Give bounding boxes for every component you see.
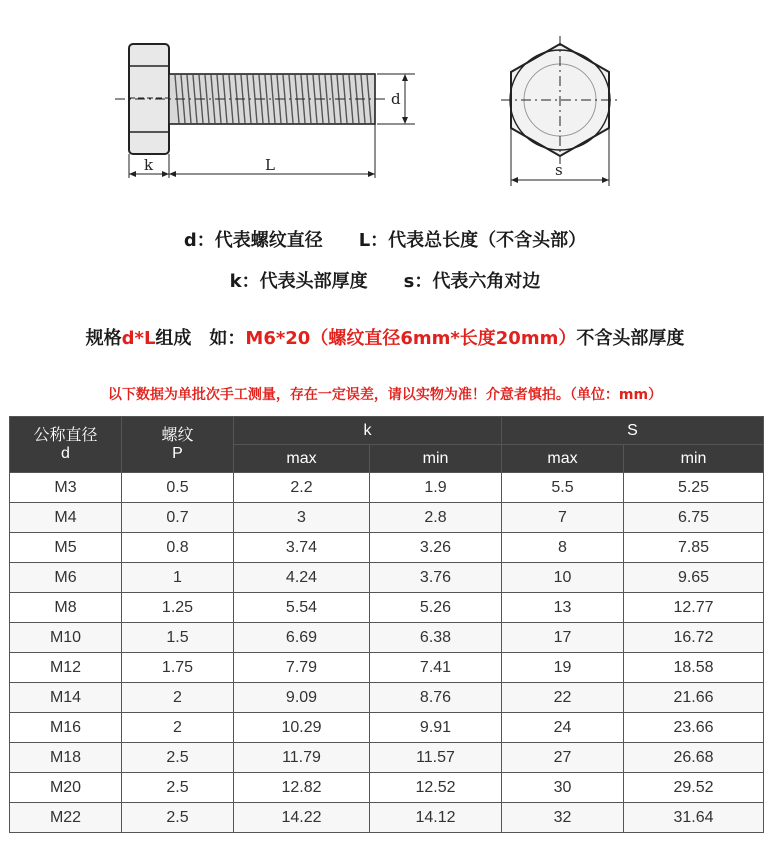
cell-pitch: 1	[122, 563, 234, 593]
header-k: k	[234, 417, 502, 445]
cell-s-max: 7	[502, 503, 624, 533]
cell-k-max: 10.29	[234, 713, 370, 743]
cell-diameter: M12	[10, 653, 122, 683]
diameter-label: d	[391, 90, 401, 108]
bolt-side-view-diagram	[115, 28, 415, 188]
header-k-max: max	[234, 445, 370, 473]
cell-k-min: 8.76	[370, 683, 502, 713]
cell-s-min: 23.66	[624, 713, 764, 743]
cell-diameter: M16	[10, 713, 122, 743]
cell-diameter: M18	[10, 743, 122, 773]
cell-s-min: 18.58	[624, 653, 764, 683]
legend-row-2	[0, 267, 770, 293]
header-s-min: min	[624, 445, 764, 473]
cell-pitch: 1.25	[122, 593, 234, 623]
cell-s-min: 6.75	[624, 503, 764, 533]
table-row	[10, 773, 764, 803]
cell-diameter: M6	[10, 563, 122, 593]
cell-k-min: 11.57	[370, 743, 502, 773]
cell-s-max: 10	[502, 563, 624, 593]
header-nominal-diameter	[10, 417, 122, 473]
cell-k-min: 3.76	[370, 563, 502, 593]
cell-s-min: 12.77	[624, 593, 764, 623]
cell-k-min: 1.9	[370, 473, 502, 503]
cell-pitch: 0.8	[122, 533, 234, 563]
cell-s-max: 30	[502, 773, 624, 803]
cell-s-min: 5.25	[624, 473, 764, 503]
table-row	[10, 743, 764, 773]
cell-s-max: 24	[502, 713, 624, 743]
table-row	[10, 653, 764, 683]
legend-row-1	[0, 226, 770, 252]
spec-prefix: 规格	[85, 328, 122, 349]
bolt-head-top-view-diagram	[495, 28, 625, 188]
cell-s-max: 8	[502, 533, 624, 563]
cell-s-min: 31.64	[624, 803, 764, 833]
cell-diameter: M8	[10, 593, 122, 623]
header-nominal-diameter-line2: d	[61, 444, 70, 462]
table-row	[10, 623, 764, 653]
cell-s-max: 19	[502, 653, 624, 683]
cell-k-max: 4.24	[234, 563, 370, 593]
table-row	[10, 803, 764, 833]
cell-s-max: 17	[502, 623, 624, 653]
cell-diameter: M14	[10, 683, 122, 713]
cell-s-min: 21.66	[624, 683, 764, 713]
cell-k-max: 9.09	[234, 683, 370, 713]
cell-diameter: M22	[10, 803, 122, 833]
cell-diameter: M20	[10, 773, 122, 803]
cell-k-min: 7.41	[370, 653, 502, 683]
header-pitch	[122, 417, 234, 473]
cell-diameter: M4	[10, 503, 122, 533]
legend-length: L：代表总长度（不含头部）	[358, 230, 587, 251]
cell-k-min: 3.26	[370, 533, 502, 563]
cell-diameter: M10	[10, 623, 122, 653]
cell-pitch: 0.7	[122, 503, 234, 533]
cell-k-max: 12.82	[234, 773, 370, 803]
spec-formula: d*L	[121, 328, 156, 349]
table-row	[10, 533, 764, 563]
cell-s-min: 9.65	[624, 563, 764, 593]
table-row	[10, 593, 764, 623]
table-row	[10, 563, 764, 593]
cell-k-max: 6.69	[234, 623, 370, 653]
table-body	[10, 473, 764, 833]
header-nominal-diameter-line1: 公称直径	[33, 426, 98, 444]
cell-pitch: 1.75	[122, 653, 234, 683]
header-pitch-line1: 螺纹	[161, 426, 194, 444]
cell-s-max: 22	[502, 683, 624, 713]
cell-s-max: 13	[502, 593, 624, 623]
table-row	[10, 473, 764, 503]
head-thickness-label: k	[144, 156, 154, 174]
cell-k-min: 6.38	[370, 623, 502, 653]
cell-k-min: 2.8	[370, 503, 502, 533]
cell-pitch: 2.5	[122, 803, 234, 833]
cell-s-max: 5.5	[502, 473, 624, 503]
measurement-notice: 以下数据为单批次手工测量，存在一定误差，请以实物为准！介意者慎拍。（单位：mm）	[107, 387, 663, 403]
cell-s-min: 16.72	[624, 623, 764, 653]
cell-k-max: 5.54	[234, 593, 370, 623]
spec-middle: 组成 如：	[155, 328, 246, 349]
across-flats-label: s	[555, 161, 563, 179]
cell-pitch: 1.5	[122, 623, 234, 653]
cell-k-max: 11.79	[234, 743, 370, 773]
table-row	[10, 683, 764, 713]
cell-s-max: 32	[502, 803, 624, 833]
cell-k-max: 2.2	[234, 473, 370, 503]
dimension-table	[9, 416, 764, 833]
cell-diameter: M5	[10, 533, 122, 563]
legend-diameter: d：代表螺纹直径	[183, 230, 323, 251]
cell-s-min: 26.68	[624, 743, 764, 773]
cell-k-min: 12.52	[370, 773, 502, 803]
cell-pitch: 0.5	[122, 473, 234, 503]
cell-k-max: 7.79	[234, 653, 370, 683]
cell-k-max: 14.22	[234, 803, 370, 833]
length-label: L	[265, 156, 275, 174]
cell-pitch: 2	[122, 683, 234, 713]
legend-head-thickness: k：代表头部厚度	[229, 271, 368, 292]
specification-example	[0, 324, 770, 350]
cell-diameter: M3	[10, 473, 122, 503]
header-pitch-line2: P	[172, 444, 183, 462]
spec-example: M6*20（螺纹直径6mm*长度20mm）	[245, 328, 577, 349]
spec-suffix: 不含头部厚度	[576, 328, 685, 349]
cell-k-max: 3	[234, 503, 370, 533]
legend-across-flats: s：代表六角对边	[403, 271, 541, 292]
cell-k-min: 14.12	[370, 803, 502, 833]
header-s-max: max	[502, 445, 624, 473]
header-s: S	[502, 417, 764, 445]
cell-k-max: 3.74	[234, 533, 370, 563]
cell-s-min: 7.85	[624, 533, 764, 563]
cell-k-min: 9.91	[370, 713, 502, 743]
cell-pitch: 2.5	[122, 743, 234, 773]
table-row	[10, 503, 764, 533]
cell-s-max: 27	[502, 743, 624, 773]
cell-s-min: 29.52	[624, 773, 764, 803]
table-row	[10, 713, 764, 743]
cell-pitch: 2.5	[122, 773, 234, 803]
cell-k-min: 5.26	[370, 593, 502, 623]
cell-pitch: 2	[122, 713, 234, 743]
header-k-min: min	[370, 445, 502, 473]
